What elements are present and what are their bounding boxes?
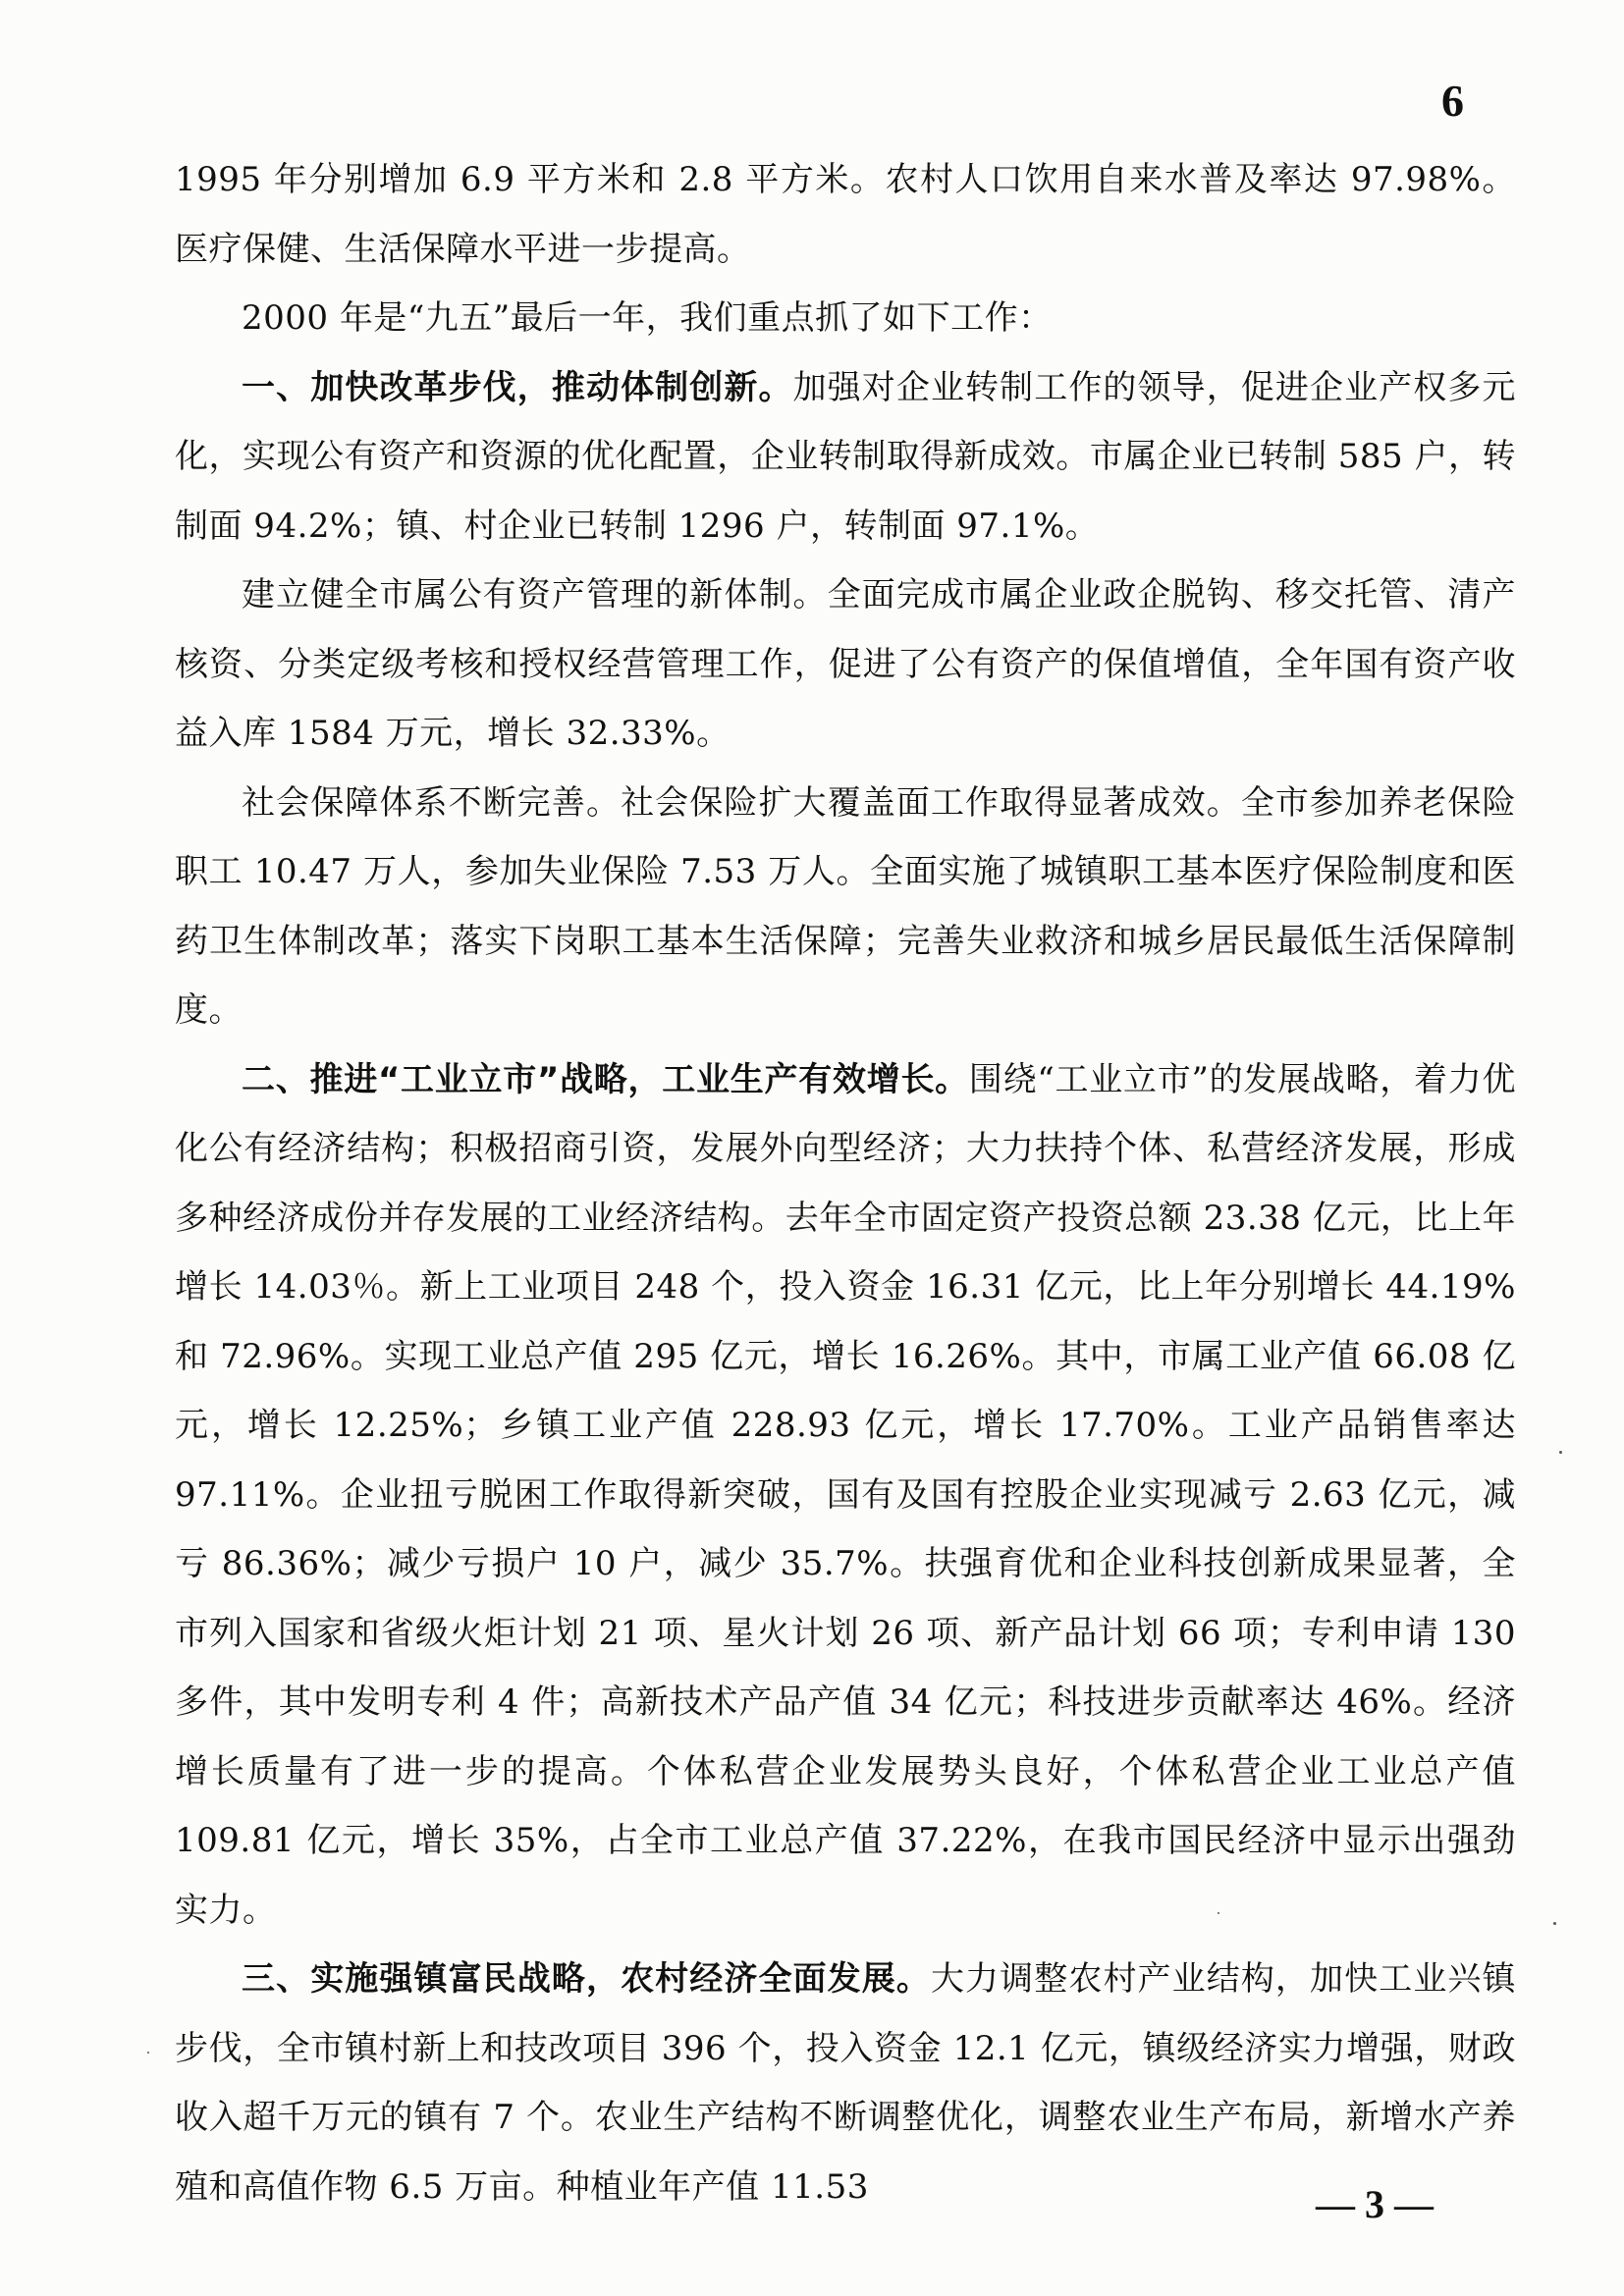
paragraph-text: 1995 年分别增加 6.9 平方米和 2.8 平方米。农村人口饮用自来水普及率达 97.98%。医疗保健、生活保障水平进一步提高。 [175, 160, 1516, 269]
paragraph-asset-management [175, 561, 1516, 769]
paragraph-text: 建立健全市属公有资产管理的新体制。全面完成市属企业政企脱钩、移交托管、清产核资、分类定级考核和授权经营管理工作，促进了公有资产的保值增值，全年国有资产收益入库 1584 万元，增长 32.33%。 [175, 575, 1516, 753]
paragraph-rural [175, 1945, 1516, 2221]
paragraph-text: 社会保障体系不断完善。社会保险扩大覆盖面工作取得显著成效。全市参加养老保险职工 10.47 万人，参加失业保险 7.53 万人。全面实施了城镇职工基本医疗保险制度和医药卫生体制改革；落实下岗职工基本生活保障；完善失业救济和城乡居民最低生活保障制度。 [175, 782, 1516, 1030]
paragraph-industry [175, 1045, 1516, 1946]
paragraph-text: 2000 年是“九五”最后一年，我们重点抓了如下工作： [242, 298, 1053, 338]
page-footer-number: — 3 — [1316, 2182, 1434, 2226]
scan-speck [1218, 1912, 1219, 1914]
scan-speck [147, 2052, 149, 2054]
paragraph-continuation [175, 145, 1516, 284]
paragraph-reform [175, 353, 1516, 561]
section-heading-rural: 三、实施强镇富民战略，农村经济全面发展。 [242, 1959, 931, 1999]
section-heading-industry: 二、推进“工业立市”战略，工业生产有效增长。 [242, 1059, 969, 1099]
paragraph-text: 围绕“工业立市”的发展战略，着力优化公有经济结构；积极招商引资，发展外向型经济；大力扶持个体、私营经济发展，形成多种经济成份并存发展的工业经济结构。去年全市固定资产投资总额 23.38 亿元，比上年增长 14.03％。新上工业项目 248 个，投入资金 16.31 亿元，比上年分别增长 44.19%和 72.96%。实现工业总产值 295 亿元，增长 16.26%。其中，市属工业产值 66.08 亿元，增长 12.25%；乡镇工业产值 228.93 亿元，增长 17.70%。工业产品销售率达 97.11%。企业扭亏脱困工作取得新突破，国有及国有控股企业实现减亏 2.63 亿元，减亏 86.36%；减少亏损户 10 户，减少 35.7%。扶强育优和企业科技创新成果显著，全市列入国家和省级火炬计划 21 项、星火计划 26 项、新产品计划 66 项；专利申请 130 多件，其中发明专利 4 件；高新技术产品产值 34 亿元；科技进步贡献率达 46%。经济增长质量有了进一步的提高。个体私营企业发展势头良好，个体私营企业工业总产值 109.81 亿元，增长 35%，占全市工业总产值 37.22%，在我市国民经济中显示出强劲实力。 [175, 1059, 1516, 1930]
paragraph-text: 加强对企业转制工作的领导，促进企业产权多元化，实现公有资产和资源的优化配置，企业转制取得新成效。市属企业已转制 585 户，转制面 94.2%；镇、村企业已转制 1296 户，转制面 97.1%。 [175, 367, 1517, 546]
paragraph-intro [175, 284, 1516, 353]
document-body [175, 145, 1516, 2221]
section-heading-reform: 一、加快改革步伐，推动体制创新。 [242, 367, 793, 407]
paragraph-social-security [175, 769, 1516, 1045]
paragraph-text: 大力调整农村产业结构，加快工业兴镇步伐，全市镇村新上和技改项目 396 个，投入资金 12.1 亿元，镇级经济实力增强，财政收入超千万元的镇有 7 个。农业生产结构不断调整优化，调整农业生产布局，新增水产养殖和高值作物 6.5 万亩。种植业年产值 11.53 [175, 1959, 1517, 2207]
scan-speck [1559, 1451, 1562, 1454]
scan-speck [1553, 1922, 1556, 1925]
corner-page-number: 6 [1441, 76, 1464, 126]
